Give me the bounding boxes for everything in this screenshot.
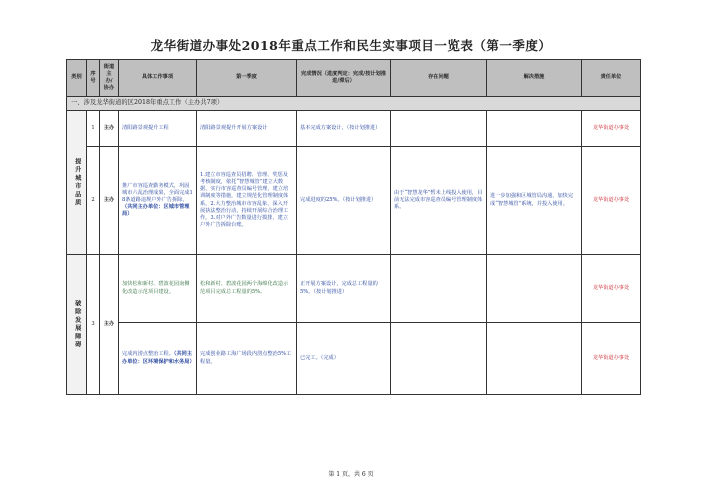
header-task: 具体工作事项 <box>119 60 197 97</box>
table-row <box>67 147 641 255</box>
row-task: 完成内涝点整治工程。 <box>122 351 174 358</box>
row-num: 3 <box>87 255 100 395</box>
category-cell <box>67 111 87 255</box>
row-problem: 由于“智慧龙华”暂未上线投入使用，目前无法完成市容巡查员编号管理制度体系。 <box>391 147 487 255</box>
row-problem <box>391 111 487 147</box>
section-row <box>67 97 641 111</box>
row-task: 推广市容巡查勤务模式，巩固城市六乱治理成果，全面完成18条道路违规户外广告拆除。 <box>122 182 193 203</box>
row-status: 正开展方案设计，完成总工程量的5%。（按计划推进） <box>297 255 391 323</box>
header-category: 类别 <box>67 60 87 97</box>
row-task: 加快松和新村、碧波花园南侧化改造示范项目建设。 <box>119 255 197 323</box>
row-q1: 松和新村、碧波花园两个海绵化改造示范项目完成总工程量的5%。 <box>197 255 297 323</box>
row-task: 清阳路景观提升工程 <box>119 111 197 147</box>
row-task-cell <box>119 323 197 395</box>
row-status: 基本完成方案设计，（按计划推进） <box>297 111 391 147</box>
header-resp: 责任单位 <box>582 60 641 97</box>
row-problem <box>391 255 487 323</box>
row-resp: 龙华街道办事处 <box>582 147 641 255</box>
row-num: 1 <box>87 111 100 147</box>
row-measure <box>487 255 582 323</box>
section-title: 一、涉及龙华街道的区2018年重点工作（主办共7项） <box>67 97 641 111</box>
row-status: 已完工。（完成） <box>297 323 391 395</box>
category-label: 提升城市品质 <box>73 157 81 208</box>
row-measure: 进一步加强和区城管局沟通，加快完成“智慧城管”系统，并投入使用。 <box>487 147 582 255</box>
row-task-tag: （共同主办单位：区城市管理局） <box>122 204 190 218</box>
row-q1: 完成创业路工海广场段内涝点整治5%工程量。 <box>197 323 297 395</box>
header-num: 序号 <box>87 60 100 97</box>
header-measure: 解决措施 <box>487 60 582 97</box>
row-status: 完成进度的25%。（按计划推进） <box>297 147 391 255</box>
header-status: 完成情况（进度判定：完成/按计划推进/滞后） <box>297 60 391 97</box>
row-task-tag: （共同主办单位：区环境保护和水务局） <box>122 351 195 365</box>
row-problem <box>391 323 487 395</box>
table-row <box>67 111 641 147</box>
row-measure <box>487 111 582 147</box>
row-resp: 龙华街道办事处 <box>582 323 641 395</box>
header-role: 街道主办/协办 <box>100 60 119 97</box>
row-role: 主办 <box>100 111 119 147</box>
row-measure <box>487 323 582 395</box>
project-table <box>66 59 641 395</box>
table-row <box>67 323 641 395</box>
row-num: 2 <box>87 147 100 255</box>
page-footer: 第 1 页，共 6 页 <box>328 471 374 478</box>
header-row <box>67 60 641 97</box>
row-resp: 龙华街道办事处 <box>582 255 641 323</box>
category-cell <box>67 255 87 395</box>
row-q1: 1.建立市容巡查员招聘、管理、奖惩及考核制度，依托“智慧城管”建立大数据，实行市容巡查员编号管理，建立培训制度等措施，建立规范化管理制度体系。2.大力整治城市市容乱象，深入开展执法整治行动，持续开展综合治理工作。3.对户外广告数量进行摸排，建立户外广告拆除台账。 <box>197 147 297 255</box>
category-label: 破除发展障碍 <box>73 299 81 350</box>
row-task-cell <box>119 147 197 255</box>
row-resp: 龙华街道办事处 <box>582 111 641 147</box>
row-q1: 清阳路景观提升开展方案设计 <box>197 111 297 147</box>
header-q1: 第一季度 <box>197 60 297 97</box>
row-role: 主办 <box>100 255 119 395</box>
table-row <box>67 255 641 323</box>
page-title: 龙华街道办事处2018年重点工作和民生实事项目一览表（第一季度） <box>150 38 552 53</box>
header-problem: 存在问题 <box>391 60 487 97</box>
row-role: 主办 <box>100 147 119 255</box>
